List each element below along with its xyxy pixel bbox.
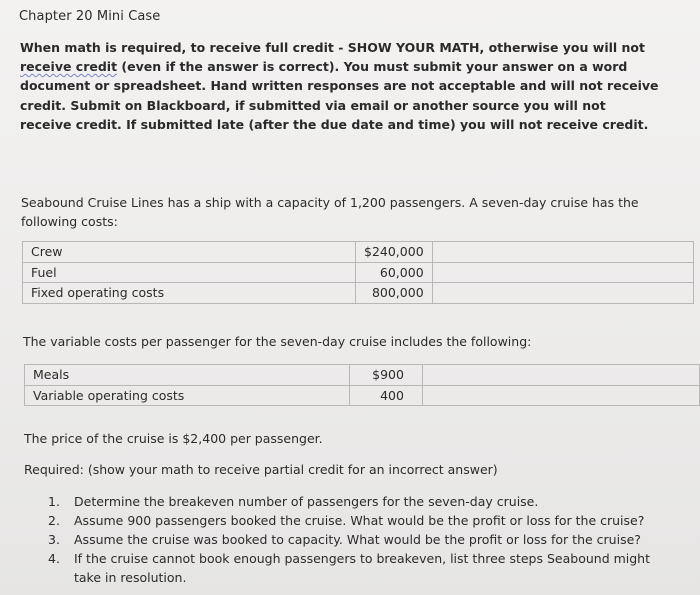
required-heading: Required: (show your math to receive partial credit for an incorrect answer) — [24, 462, 498, 477]
question-number: 4. — [48, 551, 60, 566]
submission-instructions — [20, 38, 660, 134]
question-text: If the cruise cannot book enough passengers to breakeven, list three steps Seabound might take in resolution. — [74, 551, 651, 585]
question-text: Assume the cruise was booked to capacity. What would be the profit or loss for the cruise? — [74, 532, 641, 547]
table-row — [23, 242, 694, 263]
case-intro: Seabound Cruise Lines has a ship with a capacity of 1,200 passengers. A seven-day cruise has the following costs: — [21, 195, 639, 229]
cost-amount: 800,000 — [356, 283, 433, 304]
cost-amount: 400 — [350, 385, 423, 406]
table-row — [25, 385, 700, 406]
cost-label: Fuel — [23, 262, 356, 283]
question-list — [48, 492, 668, 587]
table-row — [23, 262, 694, 283]
cost-amount: $240,000 — [356, 242, 433, 263]
question-number: 3. — [48, 532, 60, 547]
list-item — [48, 530, 668, 549]
question-number: 2. — [48, 513, 60, 528]
cost-label: Variable operating costs — [25, 385, 350, 406]
table-row — [23, 283, 694, 304]
question-number: 1. — [48, 494, 60, 509]
variable-costs-intro: The variable costs per passenger for the seven-day cruise includes the following: — [23, 334, 532, 349]
cost-amount: 60,000 — [356, 262, 433, 283]
cost-amount: $900 — [350, 365, 423, 386]
list-item — [48, 492, 668, 511]
price-statement: The price of the cruise is $2,400 per passenger. — [24, 431, 323, 446]
empty-cell — [432, 242, 693, 263]
instructions-underlined-text: receive credit — [20, 59, 118, 75]
fixed-costs-table — [22, 241, 694, 304]
question-text: Assume 900 passengers booked the cruise. What would be the profit or loss for the cruise? — [74, 513, 645, 528]
empty-cell — [432, 262, 693, 283]
cost-label: Crew — [23, 242, 356, 263]
list-item — [48, 549, 668, 587]
page-title: Chapter 20 Mini Case — [19, 9, 161, 24]
instructions-text-part-1: When math is required, to receive full credit - SHOW YOUR MATH, otherwise you will not — [20, 40, 645, 55]
question-text: Determine the breakeven number of passengers for the seven-day cruise. — [74, 494, 539, 509]
instructions-text-part-2: (even if the answer is correct). You must submit your answer on a word document or spreadsheet. Hand written responses are not acceptable and will not receive credit. Submit on Blackboard, if submitted via email or another source you will not receive credit. If submitted late (after the due date and time) you will not receive credit. — [20, 59, 659, 132]
variable-costs-table — [24, 364, 700, 406]
cost-label: Fixed operating costs — [23, 283, 356, 304]
empty-cell — [422, 385, 699, 406]
cost-label: Meals — [25, 365, 350, 386]
list-item — [48, 511, 668, 530]
empty-cell — [432, 283, 693, 304]
table-row — [25, 365, 700, 386]
empty-cell — [422, 365, 699, 386]
